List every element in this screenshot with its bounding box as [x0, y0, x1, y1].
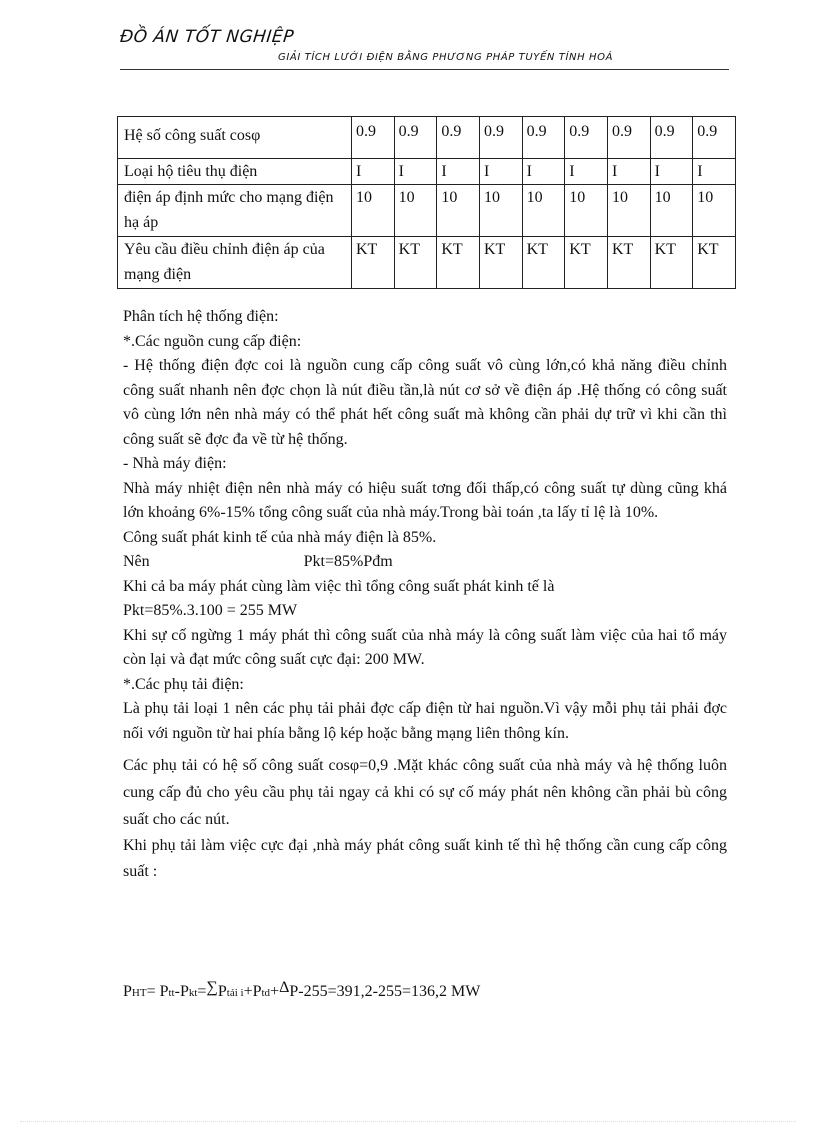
load-parameters-table — [117, 116, 736, 289]
table-row — [118, 185, 736, 237]
paragraph: Khi sự cố ngừng 1 máy phát thì công suất của nhà máy là công suất làm việc của hai tổ máy còn lại và đạt mức công suất cực đại: 200 MW. — [123, 626, 727, 668]
table-cell: I — [607, 159, 650, 185]
table-cell: 0.9 — [650, 117, 693, 159]
table-row — [118, 237, 736, 289]
subsection-heading: *.Các phụ tải điện: — [123, 675, 244, 693]
table-cell: KT — [479, 237, 522, 289]
table-cell: 0.9 — [607, 117, 650, 159]
table-cell: I — [394, 159, 437, 185]
table-cell: 10 — [650, 185, 693, 237]
table-cell: 10 — [437, 185, 480, 237]
table-cell: 10 — [607, 185, 650, 237]
table-cell: I — [565, 159, 608, 185]
formula-line: Pkt=85%.3.100 = 255 MW — [123, 602, 298, 619]
section-heading: Phân tích hệ thống điện: — [123, 308, 279, 325]
table-cell: 10 — [693, 185, 736, 237]
table-cell: 10 — [479, 185, 522, 237]
table-cell: KT — [522, 237, 565, 289]
table-cell: 10 — [394, 185, 437, 237]
delta-symbol: Δ — [279, 979, 290, 996]
table-cell: I — [522, 159, 565, 185]
table-cell: KT — [352, 237, 395, 289]
table-cell: KT — [437, 237, 480, 289]
document-body — [123, 305, 727, 885]
sigma-symbol: ∑ — [206, 979, 218, 996]
table-cell: I — [650, 159, 693, 185]
table-cell: 0.9 — [437, 117, 480, 159]
table-row — [118, 117, 736, 159]
table-cell: I — [437, 159, 480, 185]
subsection-heading: - Nhà máy điện: — [123, 455, 227, 472]
header-subtitle: GIẢI TÍCH LƯỚI ĐIỆN BẰNG PHƯƠNG PHÁP TUYẾN TÍNH HOÁ — [278, 52, 614, 63]
row-label: Hệ số công suất cosφ — [118, 117, 352, 159]
paragraph: Khi phụ tải làm việc cực đại ,nhà máy phát công suất kinh tế thì hệ thống cần cung cấp công suất : — [123, 837, 727, 880]
header-title: ĐỒ ÁN TỐT NGHIỆP — [118, 27, 296, 47]
row-label: điện áp định mức cho mạng điện hạ áp — [118, 185, 352, 237]
paragraph: Công suất phát kinh tế của nhà máy điện là 85%. — [123, 528, 437, 546]
row-label: Yêu cầu điều chỉnh điện áp của mạng điện — [118, 237, 352, 289]
formula-line — [123, 550, 727, 575]
formula-text: Pkt=85%Pđm — [303, 553, 393, 570]
table-cell: I — [693, 159, 736, 185]
table-cell: 10 — [522, 185, 565, 237]
table-cell: 0.9 — [565, 117, 608, 159]
header-divider — [120, 69, 729, 70]
page-bottom-edge — [20, 1121, 796, 1122]
paragraph: Nhà máy nhiệt điện nên nhà máy có hiệu suất tơng đối thấp,có công suất tự dùng cũng khá lớn khoảng 6%-15% tổng công suất của nhà máy.Trong bài toán ,ta lấy tỉ lệ là 10%. — [123, 479, 727, 521]
formula-prefix: Nên — [123, 553, 150, 570]
table-cell: I — [352, 159, 395, 185]
table-cell: 0.9 — [394, 117, 437, 159]
table-cell: KT — [607, 237, 650, 289]
table-cell: 0.9 — [352, 117, 395, 159]
paragraph: Các phụ tải có hệ số công suất cosφ=0,9 .Mặt khác công suất của nhà máy và hệ thống luôn cung cấp đủ cho yêu cầu phụ tải ngay cả khi có sự cố máy phát nên không cần phải bù công suất cho các nút. — [123, 757, 727, 828]
table-cell: KT — [693, 237, 736, 289]
table-cell: KT — [650, 237, 693, 289]
table-cell: 0.9 — [693, 117, 736, 159]
table-cell: KT — [565, 237, 608, 289]
subsection-heading: *.Các nguồn cung cấp điện: — [123, 332, 302, 350]
table-cell: KT — [394, 237, 437, 289]
table-row — [118, 159, 736, 185]
row-label: Loại hộ tiêu thụ điện — [118, 159, 352, 185]
paragraph: - Hệ thống điện đợc coi là nguồn cung cấp công suất vô cùng lớn,có khả năng điều chỉnh công suất nhanh nên đợc chọn là nút điều tần,là nút cơ sở về điện áp .Hệ thống có công suất vô cùng lớn nên nhà máy có thể phát hết công suất mà không cần phải dự trữ vì khi cần thì công suất sẽ đợc đa về từ hệ thống. — [123, 357, 727, 448]
table-cell: 10 — [352, 185, 395, 237]
table-cell: I — [479, 159, 522, 185]
table-cell: 0.9 — [479, 117, 522, 159]
table-cell: 0.9 — [522, 117, 565, 159]
table-cell: 10 — [565, 185, 608, 237]
power-balance-formula: PHT= Ptt-Pkt=∑Ptải i+Ptd+ΔP-255=391,2-255=136,2 MW — [123, 979, 481, 1000]
paragraph: Là phụ tải loại 1 nên các phụ tải phải đợc cấp điện từ hai nguồn.Vì vậy mỗi phụ tải phải đợc nối với nguồn từ hai phía bằng lộ kép hoặc bằng mạng liên thông kín. — [123, 700, 727, 742]
paragraph: Khi cả ba máy phát cùng làm việc thì tổng công suất phát kinh tế là — [123, 577, 555, 595]
